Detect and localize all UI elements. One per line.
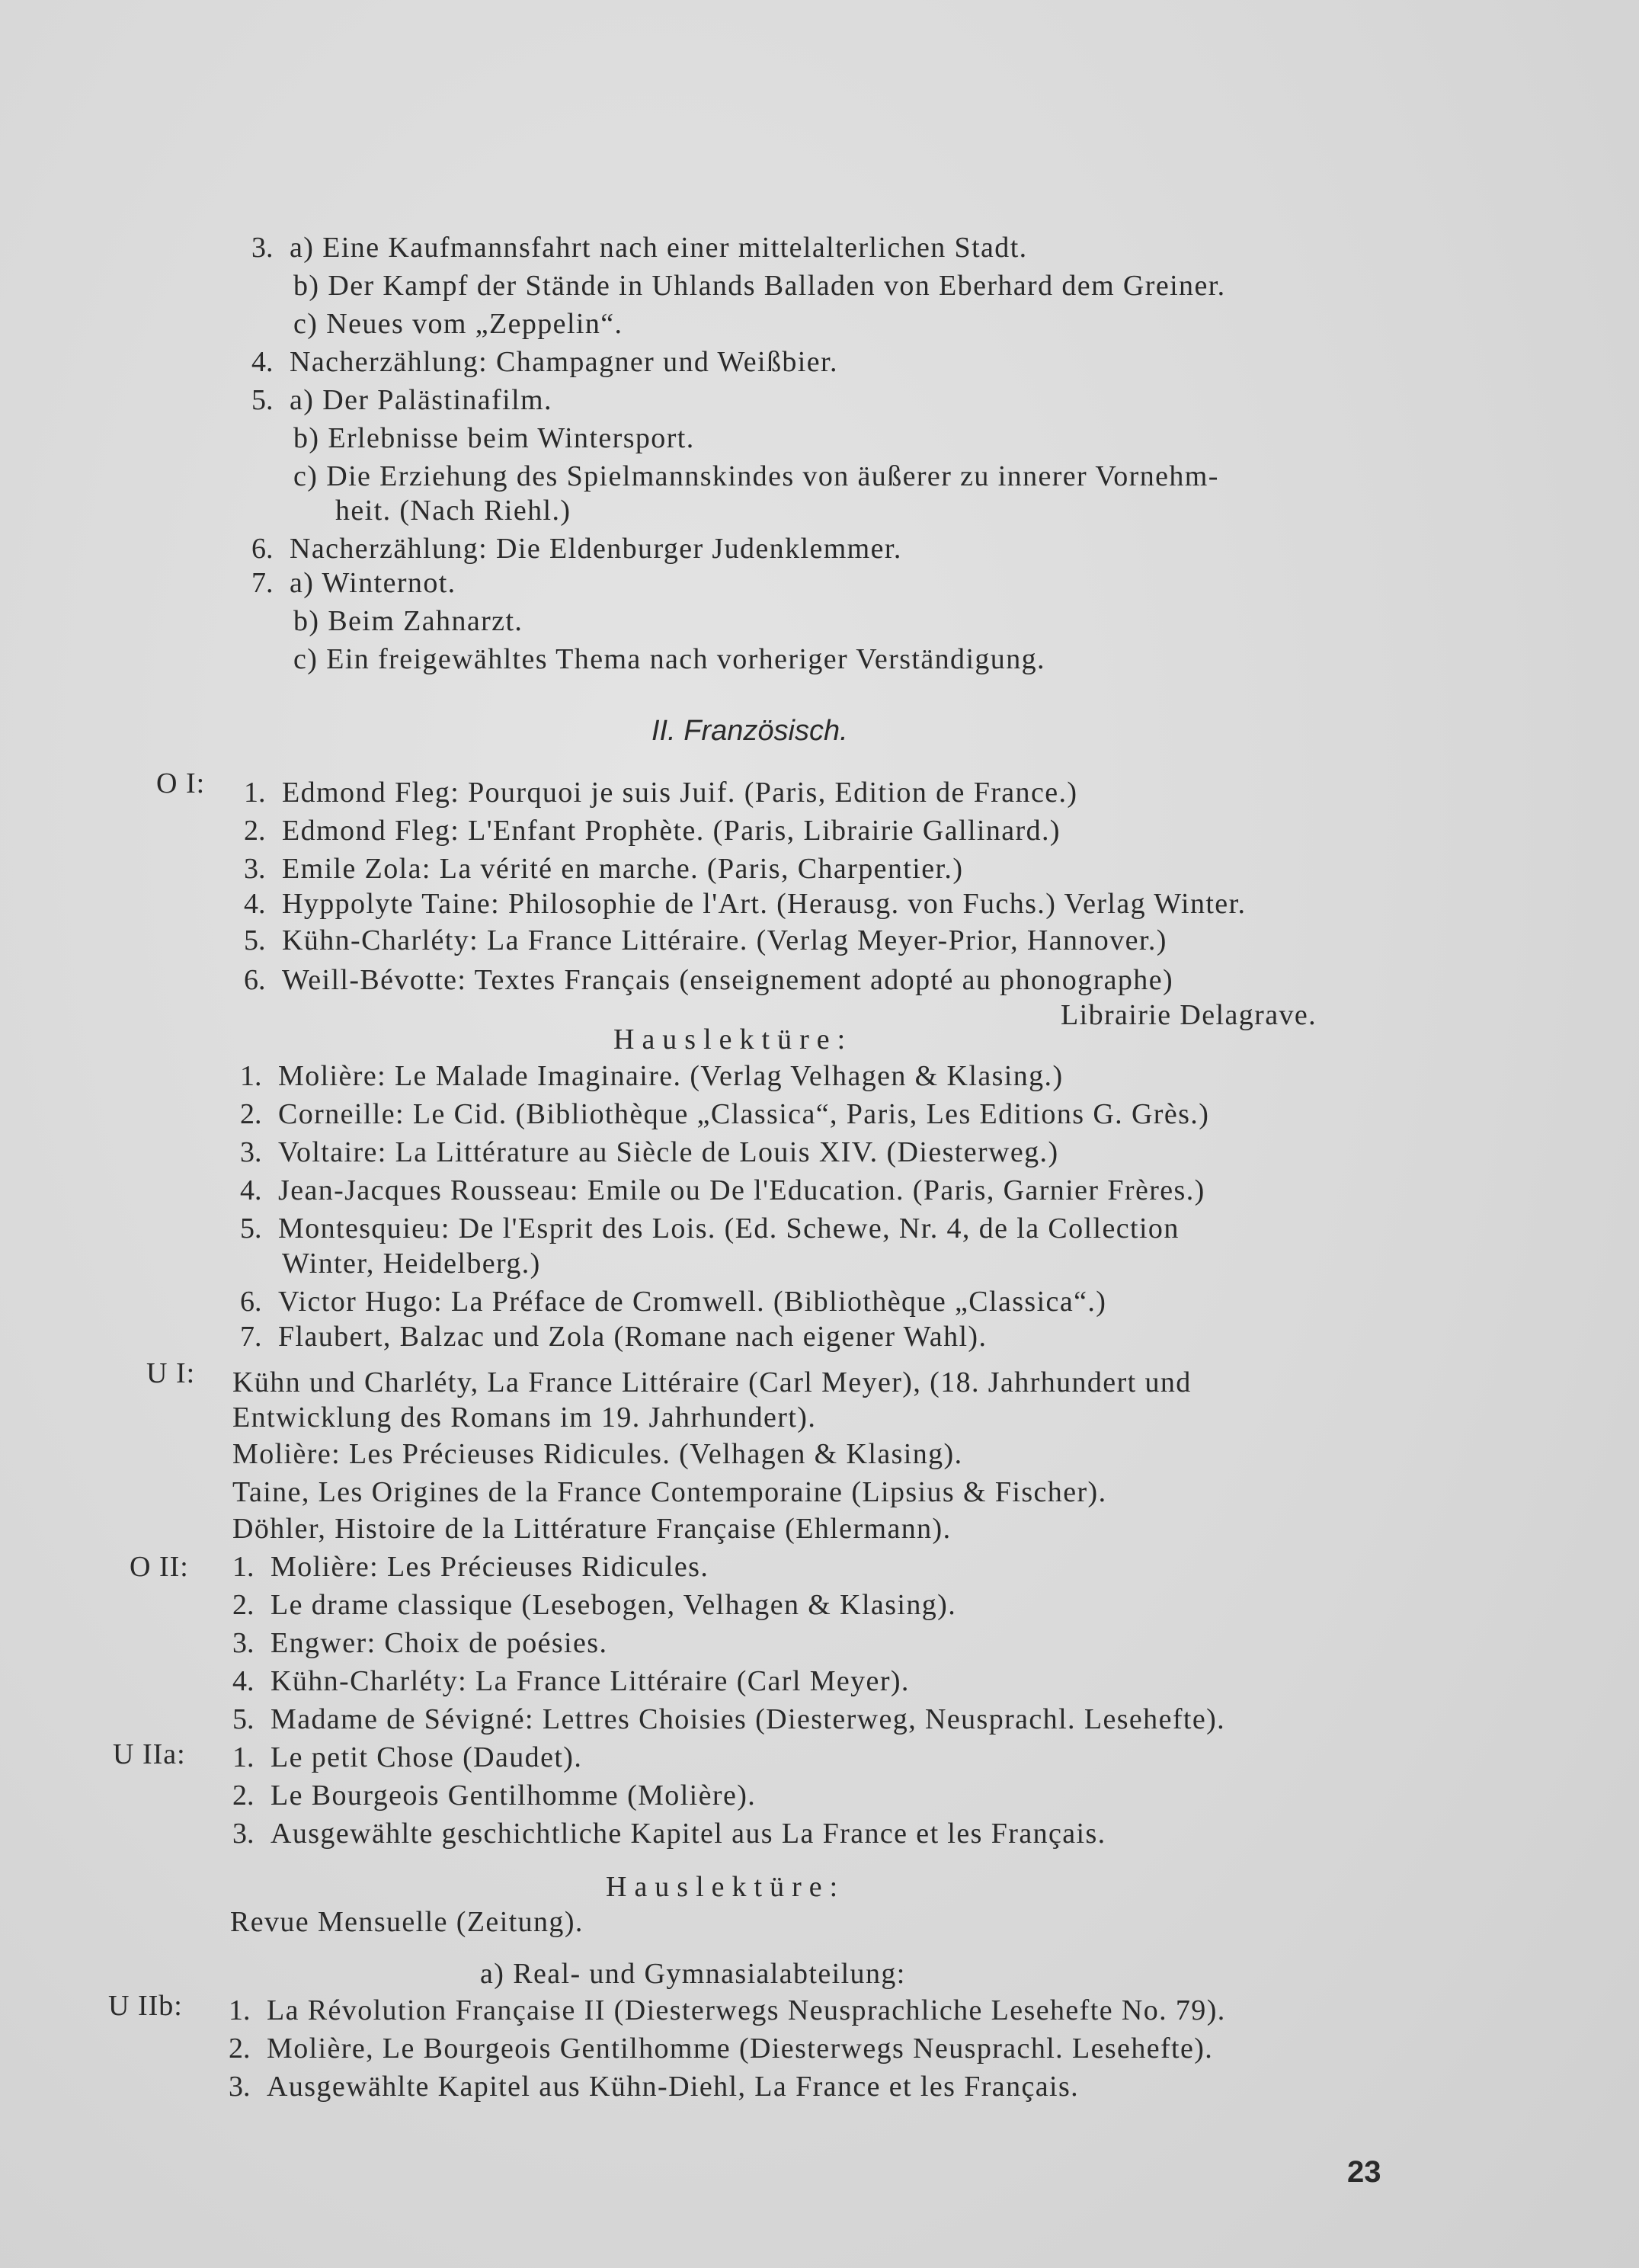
list-number: 3. xyxy=(251,232,274,264)
list-item: heit. (Nach Riehl.) xyxy=(335,495,571,527)
list-number: 1. xyxy=(240,1060,262,1092)
list-number: 3. xyxy=(229,2071,251,2103)
list-number: 4. xyxy=(232,1665,254,1697)
list-number: 2. xyxy=(232,1589,254,1621)
list-number: 5. xyxy=(240,1212,262,1245)
list-number: 2. xyxy=(229,2033,251,2065)
list-item: Molière: Le Malade Imaginaire. (Verlag Velhagen & Klasing.) xyxy=(278,1060,1064,1092)
list-number: 1. xyxy=(232,1741,254,1773)
list-number: 3. xyxy=(240,1136,262,1168)
list-item: b) Der Kampf der Stände in Uhlands Balladen von Eberhard dem Greiner. xyxy=(293,270,1226,302)
list-number: 5. xyxy=(232,1703,254,1735)
list-item: La Révolution Française II (Diesterwegs Neusprachliche Lesehefte No. 79). xyxy=(267,1994,1226,2026)
list-number: 4. xyxy=(244,888,266,920)
list-item: Librairie Delagrave. xyxy=(1061,999,1317,1031)
list-item: Madame de Sévigné: Lettres Choisies (Diesterweg, Neusprachl. Lesehefte). xyxy=(270,1703,1226,1735)
list-item: Nacherzählung: Die Eldenburger Judenklemmer. xyxy=(290,533,902,565)
list-item: Le Bourgeois Gentilhomme (Molière). xyxy=(270,1779,757,1812)
list-number: 6. xyxy=(251,533,274,565)
list-item: Kühn-Charléty: La France Littéraire. (Verlag Meyer-Prior, Hannover.) xyxy=(282,924,1167,956)
list-item: Edmond Fleg: Pourquoi je suis Juif. (Paris, Edition de France.) xyxy=(282,777,1078,809)
list-number: 4. xyxy=(240,1174,262,1206)
list-item: Weill-Bévotte: Textes Français (enseignement adopté au phonographe) xyxy=(282,964,1174,996)
section-heading: II. Französisch. xyxy=(651,715,848,747)
list-item: Kühn-Charléty: La France Littéraire (Carl Meyer). xyxy=(270,1665,910,1697)
list-item: Victor Hugo: La Préface de Cromwell. (Bibliothèque „Classica“.) xyxy=(278,1286,1107,1318)
list-item: c) Ein freigewähltes Thema nach vorheriger Verständigung. xyxy=(293,643,1045,675)
class-label: U IIa: xyxy=(113,1738,186,1770)
list-number: 1. xyxy=(232,1551,254,1583)
list-item: Flaubert, Balzac und Zola (Romane nach eigener Wahl). xyxy=(278,1321,988,1353)
list-item: Voltaire: La Littérature au Siècle de Louis XIV. (Diesterweg.) xyxy=(278,1136,1059,1168)
list-item: Engwer: Choix de poésies. xyxy=(270,1627,608,1659)
list-number: 2. xyxy=(240,1098,262,1130)
list-item: Hyppolyte Taine: Philosophie de l'Art. (Herausg. von Fuchs.) Verlag Winter. xyxy=(282,888,1247,920)
list-item: Molière: Les Précieuses Ridicules. xyxy=(270,1551,709,1583)
list-item: a) Eine Kaufmannsfahrt nach einer mittelalterlichen Stadt. xyxy=(290,232,1028,264)
list-number: 3. xyxy=(244,853,266,885)
list-number: 1. xyxy=(244,777,266,809)
list-item: a) Winternot. xyxy=(290,567,456,599)
list-item: c) Die Erziehung des Spielmannskindes von äußerer zu innerer Vornehm- xyxy=(293,460,1219,492)
list-number: 6. xyxy=(240,1286,262,1318)
class-label: U IIb: xyxy=(108,1990,183,2022)
class-label: U I: xyxy=(146,1357,196,1389)
list-number: 3. xyxy=(232,1818,254,1850)
list-item: Ausgewählte geschichtliche Kapitel aus La France et les Français. xyxy=(270,1818,1106,1850)
class-label: O I: xyxy=(156,767,206,799)
list-number: 4. xyxy=(251,346,274,378)
list-number: 2. xyxy=(232,1779,254,1812)
list-item: Entwicklung des Romans im 19. Jahrhundert). xyxy=(232,1401,817,1434)
list-number: 5. xyxy=(251,384,274,416)
list-item: Revue Mensuelle (Zeitung). xyxy=(230,1906,584,1938)
list-number: 3. xyxy=(232,1627,254,1659)
list-item: Le drame classique (Lesebogen, Velhagen & Klasing). xyxy=(270,1589,957,1621)
list-item: Corneille: Le Cid. (Bibliothèque „Classica“, Paris, Les Editions G. Grès.) xyxy=(278,1098,1210,1130)
list-number: 7. xyxy=(251,567,274,599)
list-item: Molière, Le Bourgeois Gentilhomme (Diesterwegs Neusprachl. Lesehefte). xyxy=(267,2033,1214,2065)
list-item: a) Der Palästinafilm. xyxy=(290,384,552,416)
list-number: 2. xyxy=(244,815,266,847)
list-item: c) Neues vom „Zeppelin“. xyxy=(293,308,623,340)
list-number: 7. xyxy=(240,1321,262,1353)
list-item: Kühn und Charléty, La France Littéraire (Carl Meyer), (18. Jahrhundert und xyxy=(232,1366,1192,1398)
list-item: Molière: Les Précieuses Ridicules. (Velhagen & Klasing). xyxy=(232,1438,963,1470)
class-label: O II: xyxy=(130,1551,189,1583)
list-item: Montesquieu: De l'Esprit des Lois. (Ed. Schewe, Nr. 4, de la Collection xyxy=(278,1212,1180,1245)
list-item: Taine, Les Origines de la France Contemporaine (Lipsius & Fischer). xyxy=(232,1476,1107,1508)
list-item: Nacherzählung: Champagner und Weißbier. xyxy=(290,346,838,378)
hauslektuere-label: Hauslektüre: xyxy=(606,1871,846,1903)
list-item: Winter, Heidelberg.) xyxy=(282,1248,541,1280)
list-item: b) Erlebnisse beim Wintersport. xyxy=(293,422,695,454)
list-number: 1. xyxy=(229,1994,251,2026)
list-item: b) Beim Zahnarzt. xyxy=(293,605,523,637)
list-item: Edmond Fleg: L'Enfant Prophète. (Paris, Librairie Gallinard.) xyxy=(282,815,1061,847)
hauslektuere-label: Hauslektüre: xyxy=(613,1023,853,1056)
subsection-heading: a) Real- und Gymnasialabteilung: xyxy=(480,1958,906,1990)
list-item: Ausgewählte Kapitel aus Kühn-Diehl, La France et les Français. xyxy=(267,2071,1080,2103)
list-number: 5. xyxy=(244,924,266,956)
page-number: 23 xyxy=(1347,2155,1381,2189)
list-item: Jean-Jacques Rousseau: Emile ou De l'Education. (Paris, Garnier Frères.) xyxy=(278,1174,1205,1206)
list-item: Döhler, Histoire de la Littérature Française (Ehlermann). xyxy=(232,1513,952,1545)
list-item: Le petit Chose (Daudet). xyxy=(270,1741,583,1773)
list-item: Emile Zola: La vérité en marche. (Paris, Charpentier.) xyxy=(282,853,964,885)
list-number: 6. xyxy=(244,964,266,996)
